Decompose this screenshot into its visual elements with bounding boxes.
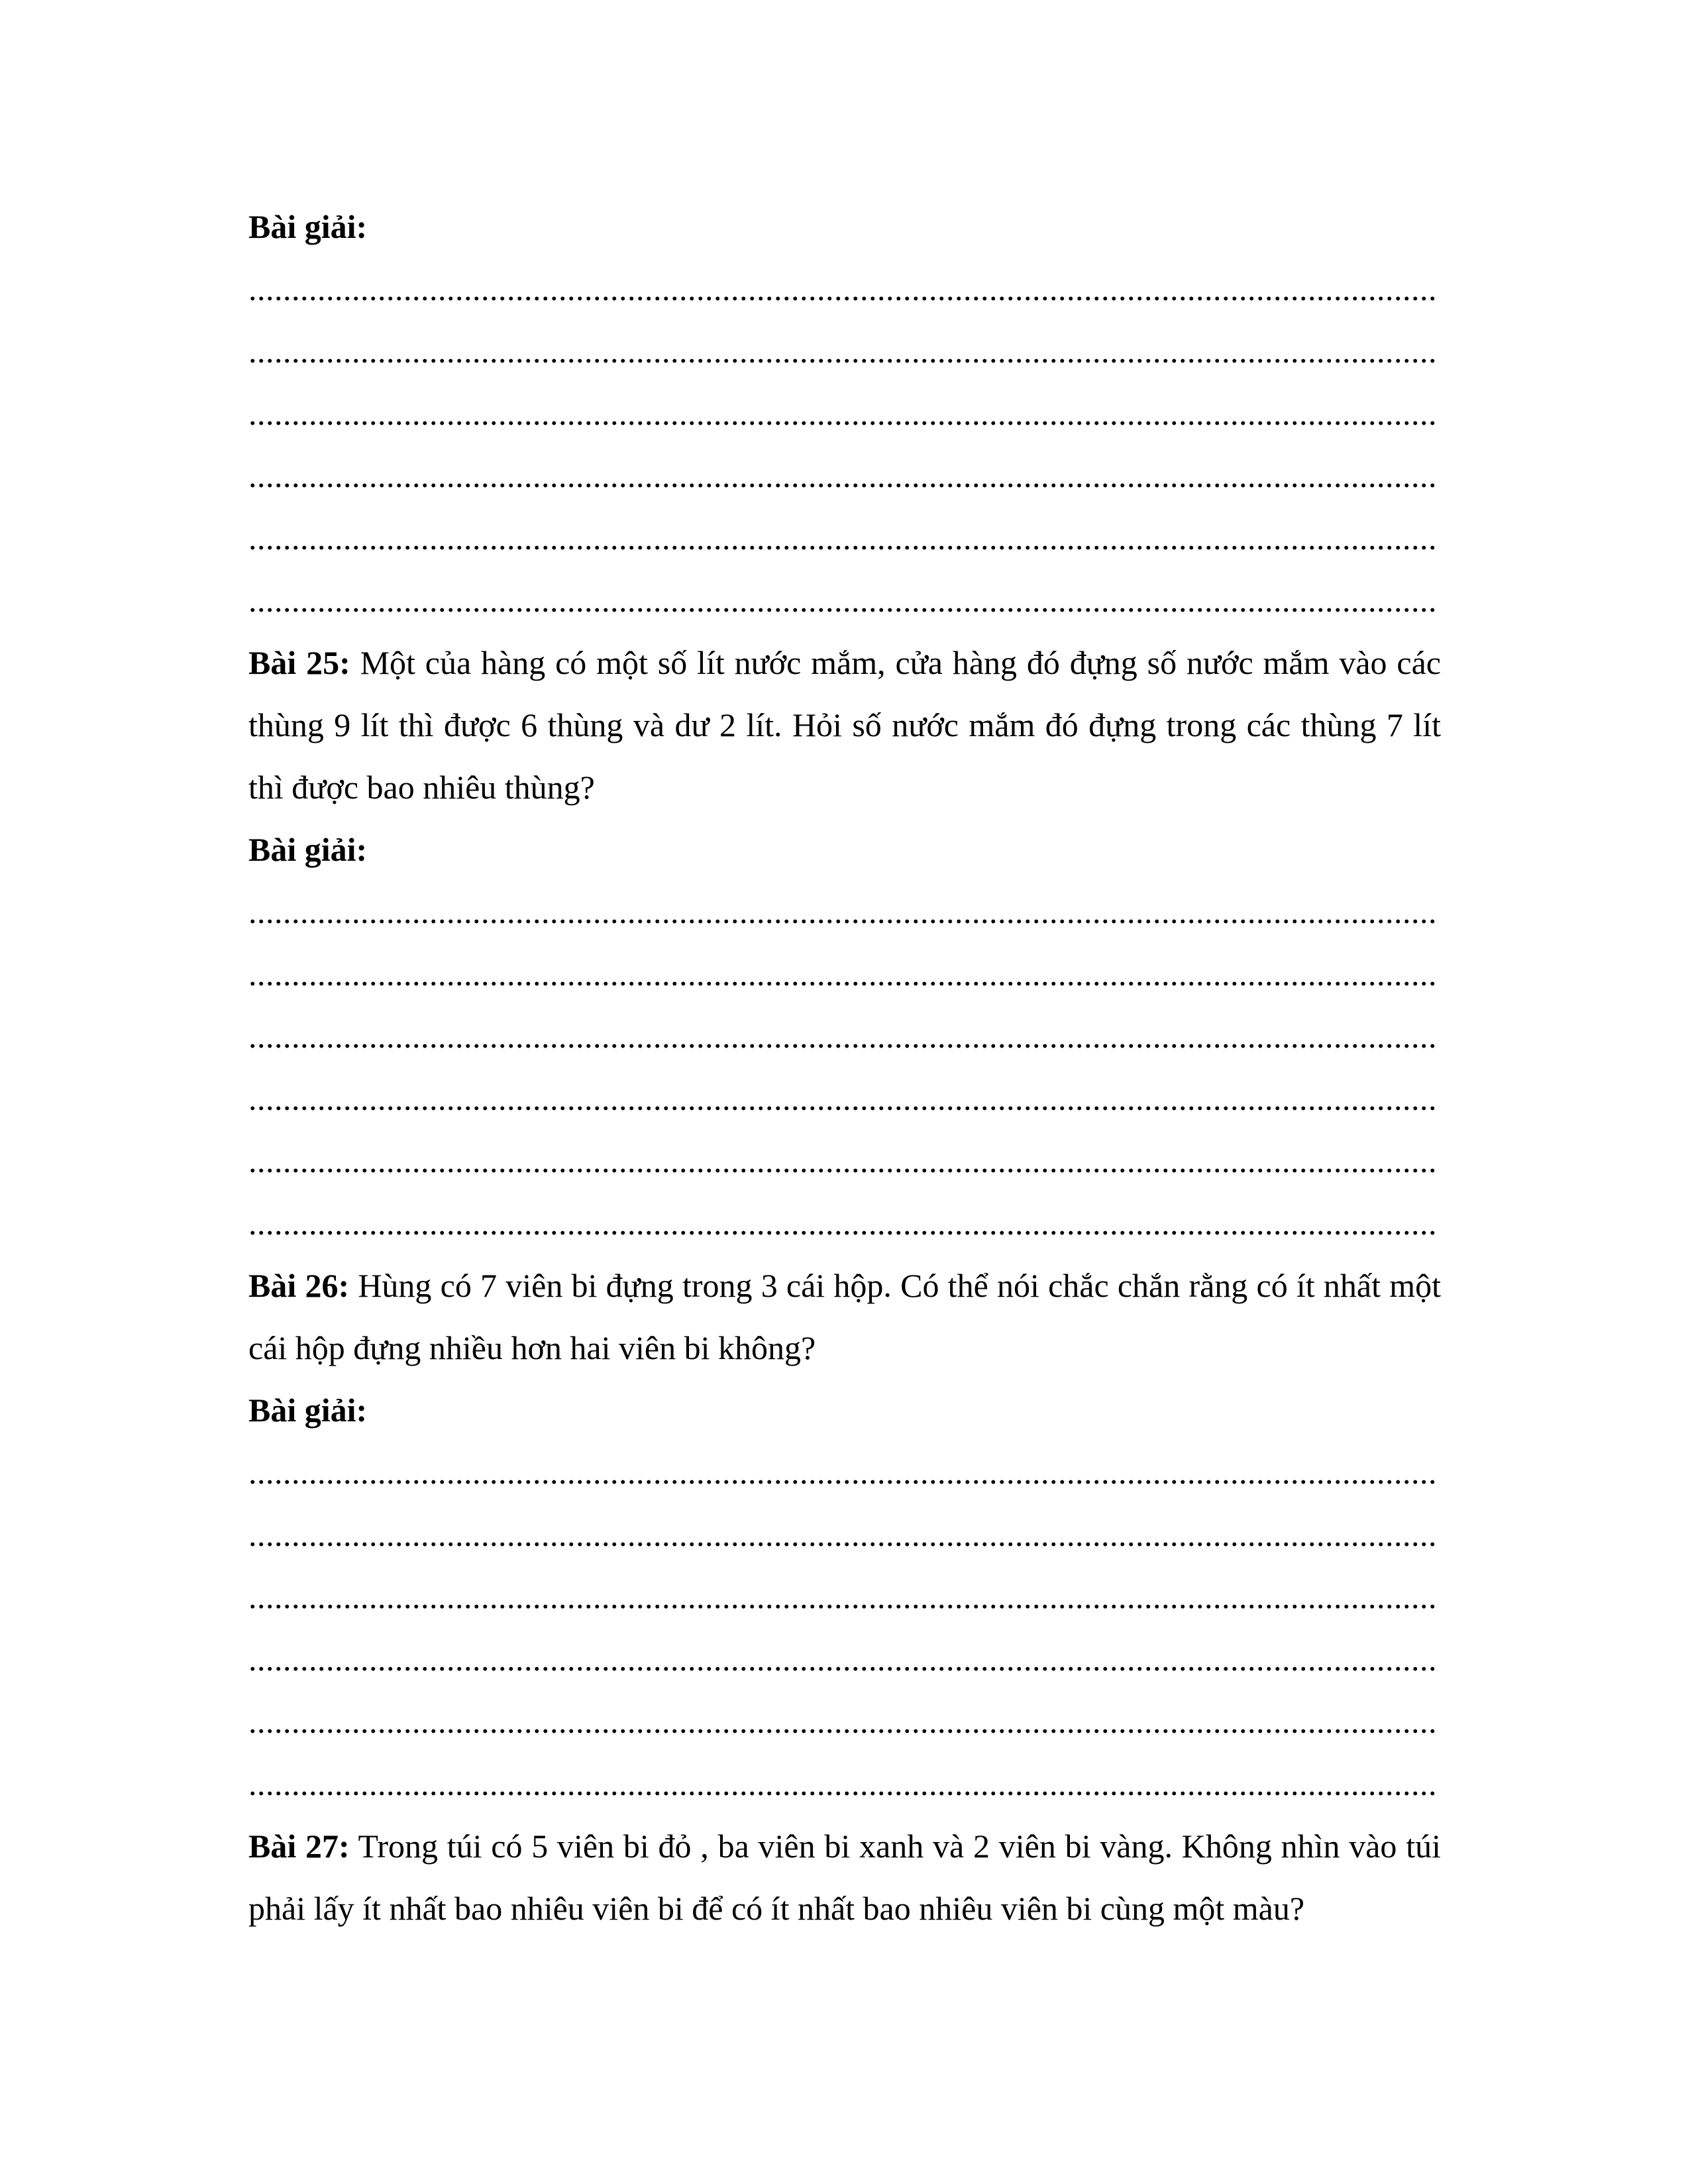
solution-heading: Bài giải: bbox=[248, 1392, 368, 1429]
answer-line[interactable]: .......................................................................................................................................... bbox=[248, 333, 1437, 370]
page-content bbox=[248, 195, 1441, 1939]
solution-heading: Bài giải: bbox=[248, 208, 368, 245]
answer-line[interactable]: .......................................................................................................................................... bbox=[248, 1018, 1437, 1055]
problem-25 bbox=[248, 631, 1441, 818]
problem-label: Bài 26: bbox=[248, 1267, 350, 1304]
answer-lines bbox=[248, 258, 1441, 631]
answer-line[interactable]: .......................................................................................................................................... bbox=[248, 457, 1437, 494]
answer-line[interactable]: .......................................................................................................................................... bbox=[248, 395, 1437, 432]
answer-lines bbox=[248, 1441, 1441, 1815]
problem-text: Hùng có 7 viên bi đựng trong 3 cái hộp. Có thể nói chắc chắn rằng có ít nhất một cái hộp đựng nhiều hơn hai viên bi không? bbox=[248, 1267, 1441, 1366]
answer-line[interactable]: .......................................................................................................................................... bbox=[248, 1578, 1437, 1615]
answer-line[interactable]: .......................................................................................................................................... bbox=[248, 1516, 1437, 1553]
answer-line[interactable]: .......................................................................................................................................... bbox=[248, 893, 1437, 930]
answer-line[interactable]: .......................................................................................................................................... bbox=[248, 1641, 1437, 1678]
answer-line[interactable]: .......................................................................................................................................... bbox=[248, 1454, 1437, 1491]
problem-label: Bài 25: bbox=[248, 644, 350, 681]
solution-heading: Bài giải: bbox=[248, 831, 368, 868]
answer-line[interactable]: .......................................................................................................................................... bbox=[248, 519, 1437, 557]
problem-text: Trong túi có 5 viên bi đỏ , ba viên bi xanh và 2 viên bi vàng. Không nhìn vào túi phải lấy ít nhất bao nhiêu viên bi để có ít nhất bao nhiêu viên bi cùng một màu? bbox=[248, 1828, 1441, 1927]
answer-line[interactable]: .......................................................................................................................................... bbox=[248, 956, 1437, 993]
problem-text: Một của hàng có một số lít nước mắm, cửa hàng đó đựng số nước mắm vào các thùng 9 lít thì được 6 thùng và dư 2 lít. Hỏi số nước mắm đó đựng trong các thùng 7 lít thì được bao nhiêu thùng? bbox=[248, 644, 1441, 806]
answer-line[interactable]: .......................................................................................................................................... bbox=[248, 1142, 1437, 1179]
answer-line[interactable]: .......................................................................................................................................... bbox=[248, 1205, 1437, 1242]
problem-27 bbox=[248, 1815, 1441, 1939]
problem-label: Bài 27: bbox=[248, 1828, 350, 1865]
problem-26 bbox=[248, 1254, 1441, 1379]
answer-line[interactable]: .......................................................................................................................................... bbox=[248, 1703, 1437, 1740]
answer-line[interactable]: .......................................................................................................................................... bbox=[248, 1765, 1437, 1802]
answer-lines bbox=[248, 881, 1441, 1254]
answer-line[interactable]: .......................................................................................................................................... bbox=[248, 270, 1437, 307]
answer-line[interactable]: .......................................................................................................................................... bbox=[248, 1080, 1437, 1117]
answer-line[interactable]: .......................................................................................................................................... bbox=[248, 582, 1437, 619]
